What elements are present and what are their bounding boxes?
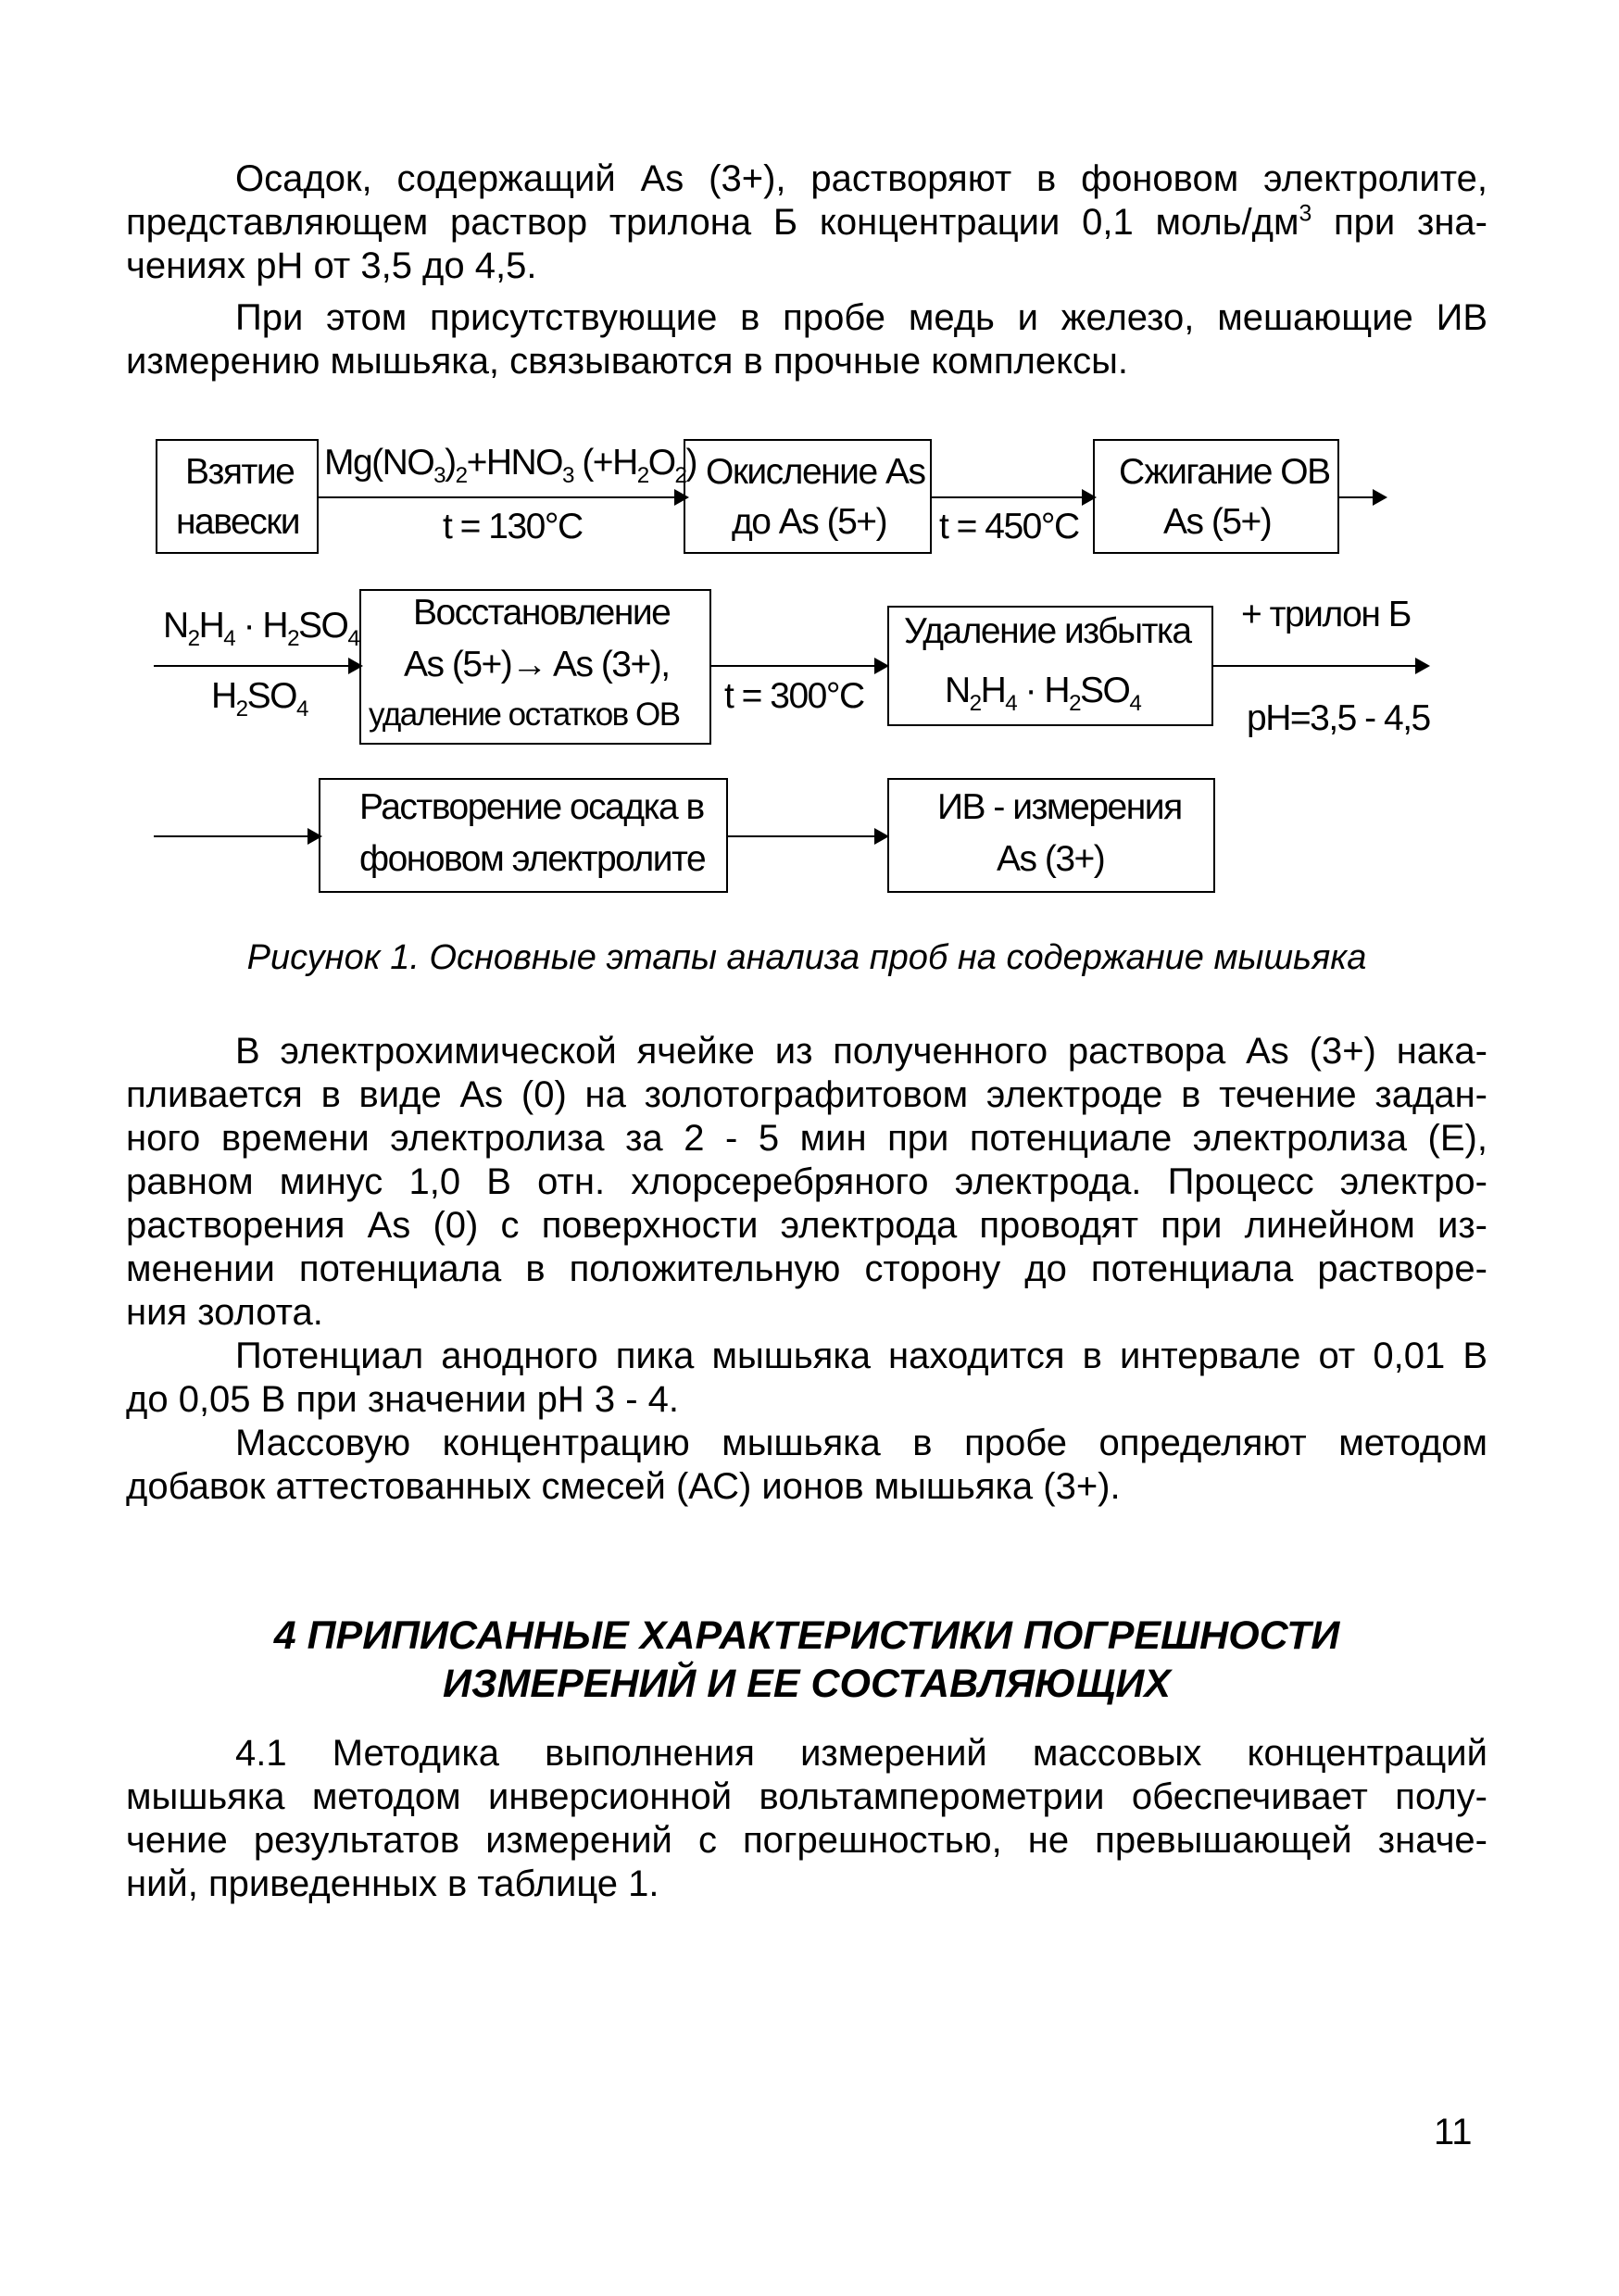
- paragraph-5: [126, 1422, 1487, 1509]
- paragraph-1: [126, 157, 1487, 288]
- box-oxidation-line-1: Окисление As: [706, 452, 925, 492]
- paragraph-2: [126, 296, 1487, 383]
- paragraph-6-line-3: чение результатов измерений с погрешностью, не превышающей значе-: [126, 1820, 1487, 1861]
- box-reduction-line-2: As (5+)→ As (3+),: [404, 645, 670, 684]
- paragraph-3-line-4: равном минус 1,0 В отн. хлорсеребряного электрода. Процесс электро-: [126, 1161, 1487, 1202]
- section-heading-line-2: ИЗМЕРЕНИЙ И ЕЕ СОСТАВЛЯЮЩИХ: [443, 1662, 1171, 1706]
- reagent-top-label: $N_2H_4 \cdot H_2SO_4$: [163, 606, 359, 651]
- arrow-6-bottom-label: pH=3,5 - 4,5: [1247, 698, 1430, 738]
- box-measurement-line-2: As (3+): [997, 839, 1105, 879]
- section-heading: [126, 1612, 1487, 1708]
- paragraph-2-line-2: измерению мышьяка, связываются в прочные комплексы.: [126, 341, 1128, 382]
- paragraph-3-line-6: менении потенциала в положительную сторону до потенциала растворе-: [126, 1248, 1487, 1289]
- paragraph-1-line-2: представляющем раствор трилона Б концентрации 0,1 моль/$дм^3$ при зна-: [126, 201, 1487, 243]
- arrow-6-line: [1213, 665, 1421, 667]
- paragraph-1-line-3: чениях pH от 3,5 до 4,5.: [126, 245, 537, 286]
- paragraph-6-line-4: ний, приведенных в таблице 1.: [126, 1863, 659, 1904]
- paragraph-3-line-2: пливается в виде As (0) на золотографитовом электроде в течение задан-: [126, 1074, 1487, 1115]
- box-reduction-line-1: Восстановление: [413, 593, 671, 633]
- arrow-4-line: [154, 665, 354, 667]
- paragraph-3-line-7: ния золота.: [126, 1292, 323, 1333]
- box-reduction-line-3: удаление остатков ОВ: [369, 696, 680, 733]
- arrow-1-bottom-label: t = 130°C: [443, 507, 583, 546]
- box-excess-removal-line-2: $N_2H_4 \cdot H_2SO_4$: [945, 671, 1141, 716]
- box-measurement-line-1: ИВ - измерения: [937, 787, 1182, 827]
- paragraph-1-line-1: Осадок, содержащий As (3+), растворяют в фоновом электролите,: [235, 158, 1487, 199]
- arrow-3-head: [1373, 489, 1387, 506]
- box-oxidation-line-2: до As (5+): [732, 502, 887, 542]
- arrow-8-line: [728, 835, 878, 837]
- arrow-5-label: t = 300°C: [724, 676, 864, 716]
- paragraph-4-line-1: Потенциал анодного пика мышьяка находится в интервале от 0,01 В: [235, 1336, 1487, 1376]
- arrow-5-line: [711, 665, 880, 667]
- paragraph-4: [126, 1335, 1487, 1422]
- box-burning-line-2: As (5+): [1163, 502, 1272, 542]
- paragraph-5-line-2: добавок аттестованных смесей (АС) ионов мышьяка (3+).: [126, 1466, 1121, 1507]
- section-heading-line-1: 4 ПРИПИСАННЫЕ ХАРАКТЕРИСТИКИ ПОГРЕШНОСТИ: [273, 1613, 1340, 1658]
- paragraph-3-line-1: В электрохимической ячейке из полученного раствора As (3+) нака-: [235, 1031, 1487, 1072]
- arrow-6-head: [1415, 658, 1430, 674]
- arrow-2-line: [932, 496, 1087, 498]
- figure-caption: Рисунок 1. Основные этапы анализа проб на содержание мышьяка: [246, 938, 1367, 977]
- box-sample-taking-line-2: навески: [176, 502, 300, 542]
- box-dissolution-line-1: Растворение осадка в: [359, 787, 704, 827]
- box-dissolution-line-2: фоновом электролите: [359, 839, 706, 879]
- paragraph-2-line-1: При этом присутствующие в пробе медь и железо, мешающие ИВ: [235, 297, 1487, 338]
- paragraph-3-line-5: растворения As (0) с поверхности электрода проводят при линейном из-: [126, 1205, 1487, 1246]
- arrow-2-label: t = 450°C: [939, 507, 1079, 546]
- paragraph-6: [126, 1732, 1487, 1906]
- paragraph-3-line-3: ного времени электролиза за 2 - 5 мин при потенциале электролиза (Е),: [126, 1118, 1487, 1159]
- paragraph-4-line-2: до 0,05 В при значении pH 3 - 4.: [126, 1379, 679, 1420]
- box-sample-taking-line-1: Взятие: [185, 452, 295, 492]
- paragraph-6-line-2: мышьяка методом инверсионной вольтамперометрии обеспечивает полу-: [126, 1776, 1487, 1817]
- box-excess-removal-line-1: Удаление избытка: [904, 611, 1191, 651]
- box-burning-line-1: Сжигание ОВ: [1119, 452, 1330, 492]
- paragraph-3: [126, 1030, 1487, 1335]
- paragraph-6-line-1: 4.1 Методика выполнения измерений массовых концентраций: [235, 1733, 1487, 1774]
- arrow-1-line: [319, 496, 674, 498]
- page-number: 11: [1434, 2112, 1473, 2152]
- arrow-7-line: [154, 835, 313, 837]
- arrow-6-top-label: + трилон Б: [1241, 595, 1411, 634]
- paragraph-5-line-1: Массовую концентрацию мышьяка в пробе определяют методом: [235, 1423, 1487, 1463]
- arrow-1-top-label: $Mg(NO_3)_2+HNO_3$ $(+H_2O_2)$: [324, 443, 697, 488]
- reagent-bottom-label: $H_2SO_4$: [211, 676, 307, 721]
